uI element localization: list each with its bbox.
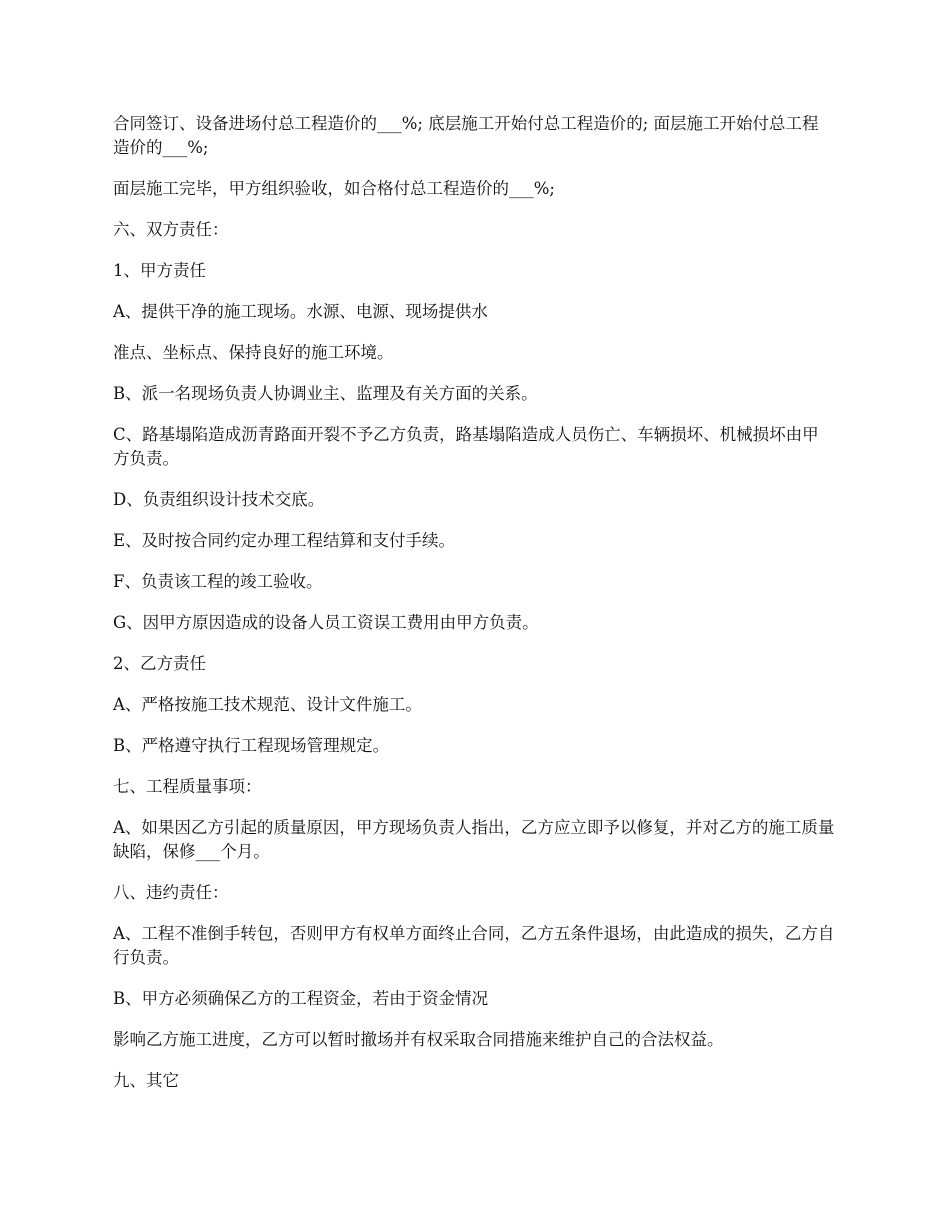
paragraph-breach-item-b-cont: 影响乙方施工进度，乙方可以暂时撤场并有权采取合同措施来维护自己的合法权益。 [113, 1030, 724, 1049]
paragraph-party-a-item-g: G、因甲方原因造成的设备人员工资误工费用由甲方负责。 [113, 613, 539, 632]
paragraph-final-payment: 面层施工完毕，甲方组织验收，如合格付总工程造价的___%; [113, 179, 555, 198]
section-heading-responsibilities: 六、双方责任： [113, 220, 229, 239]
paragraph-party-a-item-f: F、负责该工程的竣工验收。 [113, 572, 323, 591]
section-heading-other: 九、其它 [113, 1071, 179, 1090]
paragraph-party-a-item-e: E、及时按合同约定办理工程结算和支付手续。 [113, 531, 456, 550]
paragraph-breach-item-a: A、工程不准倒手转包，否则甲方有权单方面终止合同，乙方五条件退场，由此造成的损失，乙方自行负责。 [113, 924, 835, 967]
paragraph-party-a-item-a-cont: 准点、坐标点、保持良好的施工环境。 [113, 343, 394, 362]
subheading-party-b: 2、乙方责任 [113, 654, 206, 673]
paragraph-party-a-item-b: B、派一名现场负责人协调业主、监理及有关方面的关系。 [113, 384, 538, 403]
paragraph-payment-schedule: 合同签订、设备进场付总工程造价的___%; 底层施工开始付总工程造价的; 面层施工开始付总工程造价的___%; [113, 114, 819, 157]
paragraph-party-b-item-a: A、严格按施工技术规范、设计文件施工。 [113, 695, 422, 714]
paragraph-party-b-item-b: B、严格遵守执行工程现场管理规定。 [113, 736, 390, 755]
section-heading-breach: 八、违约责任： [113, 883, 229, 902]
document-body [113, 112, 835, 1110]
paragraph-breach-item-b: B、甲方必须确保乙方的工程资金，若由于资金情况 [113, 989, 489, 1008]
paragraph-quality-item-a: A、如果因乙方引起的质量原因，甲方现场负责人指出，乙方应立即予以修复，并对乙方的施工质量缺陷，保修___个月。 [113, 818, 835, 861]
paragraph-party-a-item-c: C、路基塌陷造成沥青路面开裂不予乙方负责，路基塌陷造成人员伤亡、车辆损坏、机械损坏由甲方负责。 [113, 425, 819, 468]
subheading-party-a: 1、甲方责任 [113, 261, 206, 280]
paragraph-party-a-item-a: A、提供干净的施工现场。水源、电源、现场提供水 [113, 302, 488, 321]
paragraph-party-a-item-d: D、负责组织设计技术交底。 [113, 490, 325, 509]
section-heading-quality: 七、工程质量事项： [113, 777, 262, 796]
